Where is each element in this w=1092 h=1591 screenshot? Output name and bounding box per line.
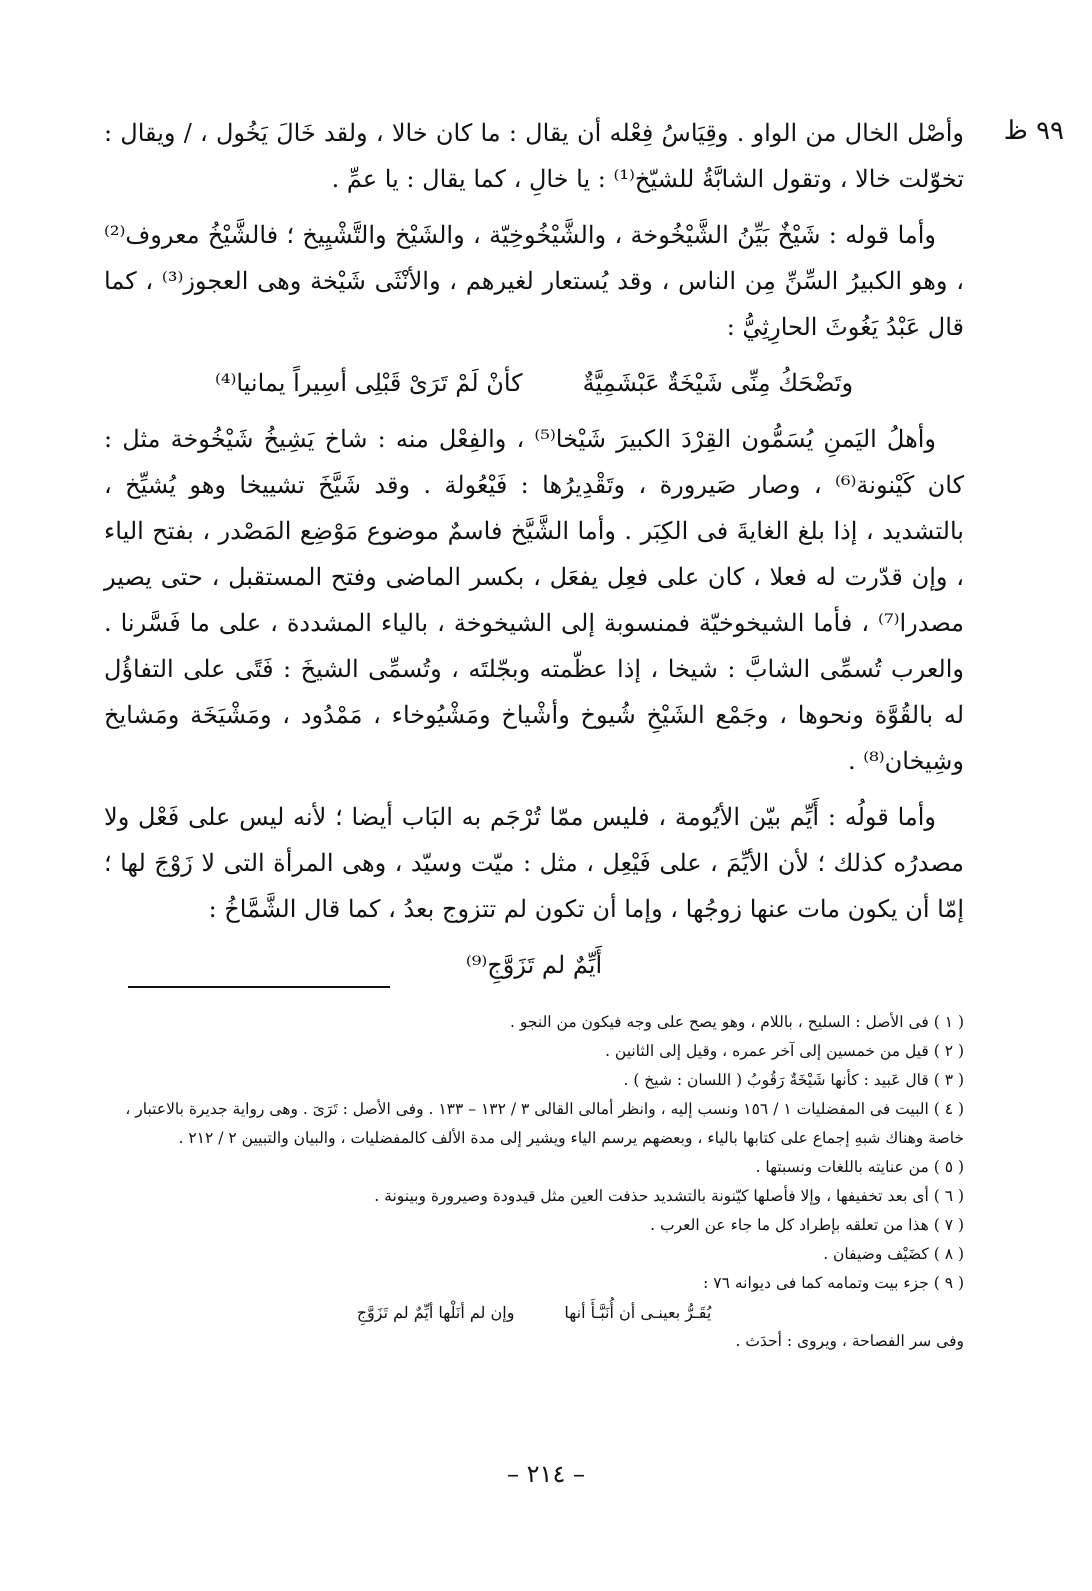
footnote-1: ( ١ ) فى الأصل : السليح ، باللام ، وهو يصح على وجه فيكون من النجو . xyxy=(510,1013,964,1031)
footnote-divider xyxy=(128,986,390,988)
footnote-3: ( ٣ ) قال عَبيد : كأنها شَيْخَةٌ رَقُوبُ ( اللسان : شيخ ) . xyxy=(623,1071,964,1089)
paragraph-3: وأهلُ اليَمنِ يُسَمُّون القِرْدَ الكبيرَ شَيْخا⁽⁵⁾ ، والفِعْل منه : شاخ يَشِيخُ شَيْخُوخة مثل : كان كَيْنونة⁽⁶⁾ ، وصار صَيرورة ، وتَقْدِيرُها : فَيْعُولة . وقد شَيَّخَ تشييخا وهو يُشيِّخ ، بالتشديد ، إذا بلغ الغايةَ فى الكِبَر . وأما الشَّيَّخ فاسمٌ موضوع مَوْضِع المَصْدر ، بفتح الياء ، وإن قدّرت له فعلا ، كان على فعِل يفعَل ، بكسر الماضى وفتح المستقبل ، حتى يصير مصدرا⁽⁷⁾ ، فأما الشيخوخيّة فمنسوبة إلى الشيخوخة ، بالياء المشددة ، على ما فَسَّرنا . والعرب تُسمِّى الشابَّ : شيخا ، إذا عظّمته وبجّلتَه ، وتُسمِّى الشيخَ : فَتًى على التفاؤُل له بالقُوَّة ونحوها ، وجَمْع الشَيْخِ شُيوخ وأشْياخ ومَشْيُوخاء ، مَمْدُود ، ومَشْيَخَة ومَشايخ وشِيخان⁽⁸⁾ . xyxy=(104,425,964,775)
verse-1-first-hemistich: وتَضْحَكُ مِنِّى شَيْخَةٌ عَبْشَمِيَّةٌ xyxy=(582,369,854,397)
verse-1 xyxy=(104,360,964,406)
footnote-2: ( ٢ ) قيل من خمسين إلى آخر عمره ، وقيل إلى الثانين . xyxy=(605,1042,964,1060)
verse-2: أَيِّمٌ لم تَزَوَّجِ⁽⁹⁾ xyxy=(465,951,603,979)
footnote-8: ( ٨ ) كضَيْف وضيفان . xyxy=(823,1245,964,1263)
footnote-9: ( ٩ ) جزء بيت وتمامه كما فى ديوانه ٧٦ : xyxy=(703,1274,964,1292)
footnote-6: ( ٦ ) أى بعد تخفيفها ، وإلا فأصلها كيّنونة بالتشديد حذفت العين مثل قيدودة وصيرورة وبينونة . xyxy=(374,1187,964,1205)
paragraph-4: وأما قولُه : أَيِّم بيّن الأيُومة ، فليس ممّا تُرْجَم به البَاب أيضا ؛ لأنه ليس على فَعْل ولا مصدرُه كذلك ؛ لأن الأيِّمَ ، على فَيْعِل ، مثل : ميّت وسيّد ، وهى المرأة التى لا زَوْجَ لها ؛ إمّا أن يكون مات عنها زوجُها ، وإما أن تكون لم تتزوج بعدُ ، كما قال الشَّمَّاخُ : xyxy=(104,803,964,923)
footnote-5: ( ٥ ) من عنايته باللغات ونسبتها . xyxy=(755,1158,964,1176)
footnote-9-continuation: وفى سر الفصاحة ، ويروى : أحدَث . xyxy=(735,1332,964,1350)
footnote-7: ( ٧ ) هذا من تعلقه بإطراد كل ما جاء عن العرب . xyxy=(650,1216,964,1234)
main-text xyxy=(104,110,964,998)
paragraph-2: وأما قوله : شَيْخٌ بَيِّنُ الشَّيْخُوخة ، والشَّيْخُوخِيّة ، والشَيْخ والتَّشْيِيخ ؛ فالشَّيْخُ معروف⁽²⁾ ، وهو الكبيرُ السِّنِّ مِن الناس ، وقد يُستعار لغيرهم ، والأنْثَى شَيْخة وهى العجوز⁽³⁾ ، كما قال عَبْدُ يَغُوثَ الحارِثِيُّ : xyxy=(104,221,964,341)
margin-folio-note: ٩٩ ظ xyxy=(1003,116,1064,146)
footnote-9-verse xyxy=(104,1298,964,1327)
footnote-9-verse-second-hemistich: وإن لم أنَلْها أيِّمٌ لم تَزَوَّجِ xyxy=(356,1303,515,1322)
paragraph-1: وأصْل الخال من الواو . وقِيَاسُ فِعْله أن يقال : ما كان خالا ، ولقد خَالَ يَخُول ، / ويقال : تخوّلت خالا ، وتقول الشابَّةُ للشيّخ⁽¹⁾ : يا خالِ ، كما يقال : يا عمِّ . xyxy=(104,119,964,193)
verse-1-second-hemistich: كأنْ لَمْ تَرَىْ قَبْلِى أسِيراً يمانيا⁽⁴⁾ xyxy=(214,369,523,397)
footnote-9-verse-first-hemistich: يُقَـرُّ بعينـى أن أُنَبَّـأَ أنها xyxy=(564,1303,712,1322)
footnote-4: ( ٤ ) البيت فى المفضليات ١ / ١٥٦ ونسب إليه ، وانظر أمالى القالى ٣ / ١٣٢ – ١٣٣ . وفى الأصل : تَرَىَ . وهى رواية جديرة بالاعتبار ، خاصة وهناك شبهِ إجماع على كتابها بالياء ، وبعضهم يرسم الياء ويشير إلى مدة الألف كالمفضليات ، والبيان والتبيين ٢ / ٢١٢ . xyxy=(125,1100,964,1147)
page-number: – ٢١٤ – xyxy=(507,1460,585,1488)
footnotes xyxy=(104,1008,964,1356)
